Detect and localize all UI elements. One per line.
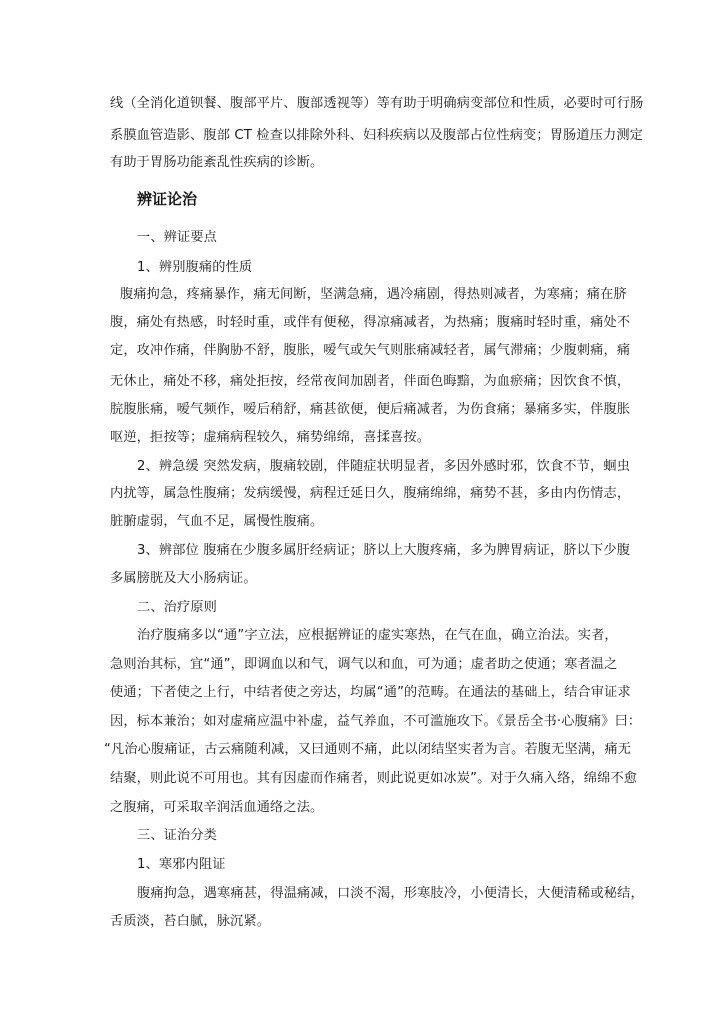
paragraph-line: 之腹痛，可采取辛润活血通络之法。 xyxy=(110,800,324,815)
item-title: 1、辨别腹痛的性质 xyxy=(137,260,253,275)
paragraph-line: 内扰等，属急性腹痛；发病缓慢，病程迁延日久，腹痛绵绵，痛势不甚，多由内伤情志， xyxy=(110,486,631,501)
paragraph-line: 腹痛拘急，遇寒痛甚，得温痛减，口淡不渴，形寒肢冷，小便清长，大便清稀或秘结， xyxy=(137,886,644,901)
paragraph-line: 2、辨急缓 突然发病，腹痛较剧，伴随症状明显者，多因外感时邪，饮食不节，蛔虫 xyxy=(137,459,631,474)
paragraph-line: 呕逆，拒按等；虚痛病程较久，痛势绵绵，喜揉喜按。 xyxy=(110,430,431,445)
paragraph-line: “凡治心腹痛证，古云痛随利减，又曰通则不痛，此以闭结坚实者为言。若腹无坚满，痛无 xyxy=(104,742,632,757)
paragraph-line: 多属膀胱及大小肠病证。 xyxy=(110,571,257,586)
paragraph-line: 脘腹胀痛，嗳气频作，嗳后稍舒，痛甚欲便，便后痛减者，为伤食痛；暴痛多实，伴腹胀 xyxy=(110,402,631,417)
part-title: 二、治疗原则 xyxy=(137,600,218,615)
part-title: 一、辨证要点 xyxy=(137,230,218,245)
paragraph-line: 定，攻冲作痛，伴胸胁不舒，腹胀，嗳气或矢气则胀痛减轻者，属气滞痛；少腹刺痛，痛 xyxy=(110,343,631,358)
paragraph-line: 线（全消化道钡餐、腹部平片、腹部透视等）等有助于明确病变部位和性质，必要时可行肠 xyxy=(110,96,644,111)
paragraph-line: 腹，痛处有热感，时轻时重，或伴有便秘，得凉痛减者，为热痛；腹痛时轻时重，痛处不 xyxy=(110,315,631,330)
item-title: 1、寒邪内阻证 xyxy=(137,857,226,872)
paragraph-line: 无休止，痛处不移，痛处拒按，经常夜间加剧者，伴面色晦黯，为血瘀痛；因饮食不慎， xyxy=(110,374,631,389)
paragraph-line: 使通；下者使之上行，中结者使之旁达，均属“通”的范畴。在通法的基础上，结合审证求 xyxy=(110,685,631,700)
paragraph-line: 急则治其标，宜“通”，即调血以和气，调气以和血，可为通；虚者助之使通；寒者温之 xyxy=(110,657,618,672)
part-title: 三、证治分类 xyxy=(137,828,218,843)
paragraph-line: 治疗腹痛多以“通”字立法，应根据辨证的虚实寒热，在气在血，确立治法。实者， xyxy=(137,628,618,643)
paragraph-line: 舌质淡，苔白腻，脉沉紧。 xyxy=(110,914,271,929)
paragraph-line: 脏腑虚弱，气血不足，属慢性腹痛。 xyxy=(110,514,324,529)
paragraph-line: 结聚，则此说不可用也。其有因虚而作痛者，则此说更如冰炭”。对于久痛入络，绵绵不愈 xyxy=(110,771,638,786)
paragraph-line: 因，标本兼治；如对虚痛应温中补虚，益气养血，不可滥施攻下。《景岳全书·心腹痛》曰： xyxy=(110,714,642,729)
section-heading: 辨证论治 xyxy=(137,190,198,208)
paragraph-line: 腹痛拘急，疼痛暴作，痛无间断，坚满急痛，遇冷痛剧，得热则减者，为寒痛；痛在脐 xyxy=(120,287,627,302)
paragraph-line: 3、辨部位 腹痛在少腹多属肝经病证；脐以上大腹疼痛，多为脾胃病证，脐以下少腹 xyxy=(137,543,631,558)
paragraph-line: 有助于胃肠功能紊乱性疾病的诊断。 xyxy=(110,155,324,170)
paragraph-line: 系膜血管造影、腹部 CT 检查以排除外科、妇科疾病以及腹部占位性病变；胃肠道压力测定 xyxy=(110,128,644,143)
